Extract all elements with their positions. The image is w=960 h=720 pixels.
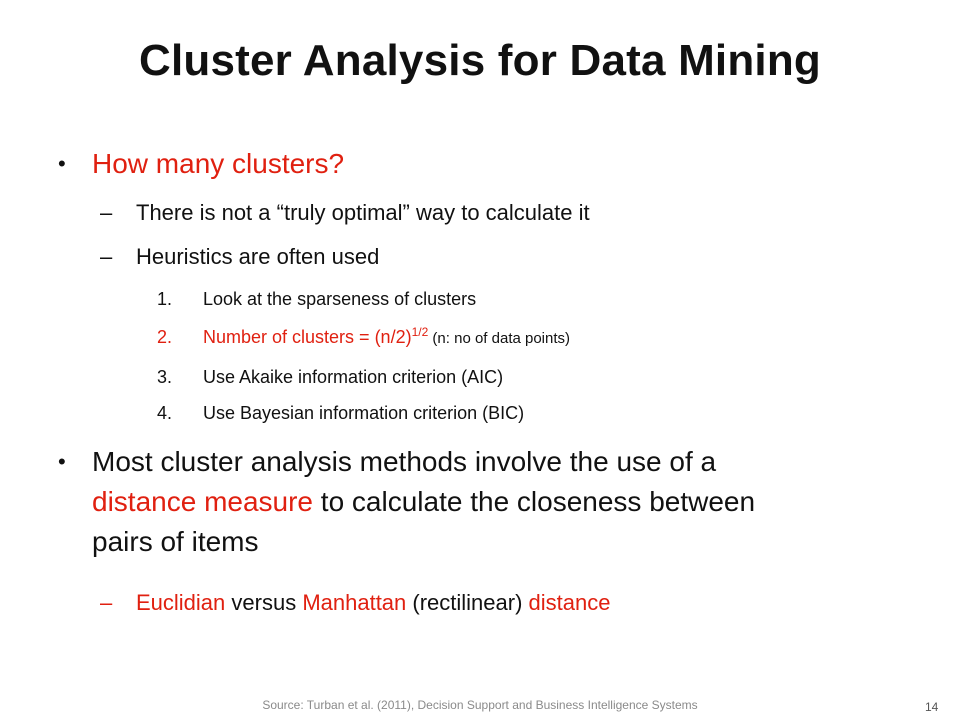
list-text: Look at the sparseness of clusters bbox=[203, 289, 477, 309]
slide-title: Cluster Analysis for Data Mining bbox=[139, 36, 821, 85]
list-number: 1. bbox=[157, 289, 173, 309]
highlight-distance: distance bbox=[528, 590, 611, 615]
exponent: 1/2 bbox=[411, 325, 429, 339]
list-text: Number of clusters = (n/2) bbox=[203, 327, 412, 347]
list-item-sparseness bbox=[157, 286, 477, 312]
text-versus: versus bbox=[225, 590, 303, 615]
text-rectilinear: (rectilinear) bbox=[406, 590, 529, 615]
highlight-euclidian: Euclidian bbox=[136, 590, 226, 615]
source-footer: Source: Turban et al. (2011), Decision Support and Business Intelligence Systems bbox=[262, 698, 698, 712]
bullet-line-3: pairs of items bbox=[92, 526, 259, 557]
list-item-aic bbox=[157, 364, 504, 390]
bullet-line-1: Most cluster analysis methods involve the use of a bbox=[92, 446, 717, 477]
bullet-line-2 bbox=[92, 482, 892, 522]
dash-icon: – bbox=[100, 590, 113, 615]
highlight-distance-measure: distance measure bbox=[92, 486, 314, 517]
bullet-how-many-clusters bbox=[58, 144, 345, 184]
list-number: 2. bbox=[157, 327, 173, 347]
highlight-manhattan: Manhattan bbox=[302, 590, 407, 615]
page-number: 14 bbox=[925, 700, 939, 714]
dash-icon: – bbox=[100, 200, 113, 225]
list-item-number-of-clusters bbox=[157, 324, 571, 352]
sub-bullet-optimal bbox=[100, 198, 590, 228]
list-text: Use Bayesian information criterion (BIC) bbox=[203, 403, 525, 423]
sub-bullet-text: There is not a “truly optimal” way to calculate it bbox=[136, 200, 590, 225]
bullet-text: How many clusters? bbox=[92, 148, 345, 179]
bullet-distance-measure bbox=[58, 442, 892, 562]
list-text: Use Akaike information criterion (AIC) bbox=[203, 367, 504, 387]
dash-icon: – bbox=[100, 244, 113, 269]
sub-bullet-text: Heuristics are often used bbox=[136, 244, 380, 269]
sub-bullet-euclidian-manhattan bbox=[100, 588, 611, 618]
bullet-line-2-rest: to calculate the closeness between bbox=[313, 486, 756, 517]
list-note: (n: no of data points) bbox=[428, 330, 571, 347]
bullet-icon: • bbox=[58, 449, 66, 474]
list-item-bic bbox=[157, 400, 525, 426]
list-number: 4. bbox=[157, 403, 173, 423]
bullet-icon: • bbox=[58, 151, 66, 176]
sub-bullet-heuristics bbox=[100, 242, 380, 272]
list-number: 3. bbox=[157, 367, 173, 387]
